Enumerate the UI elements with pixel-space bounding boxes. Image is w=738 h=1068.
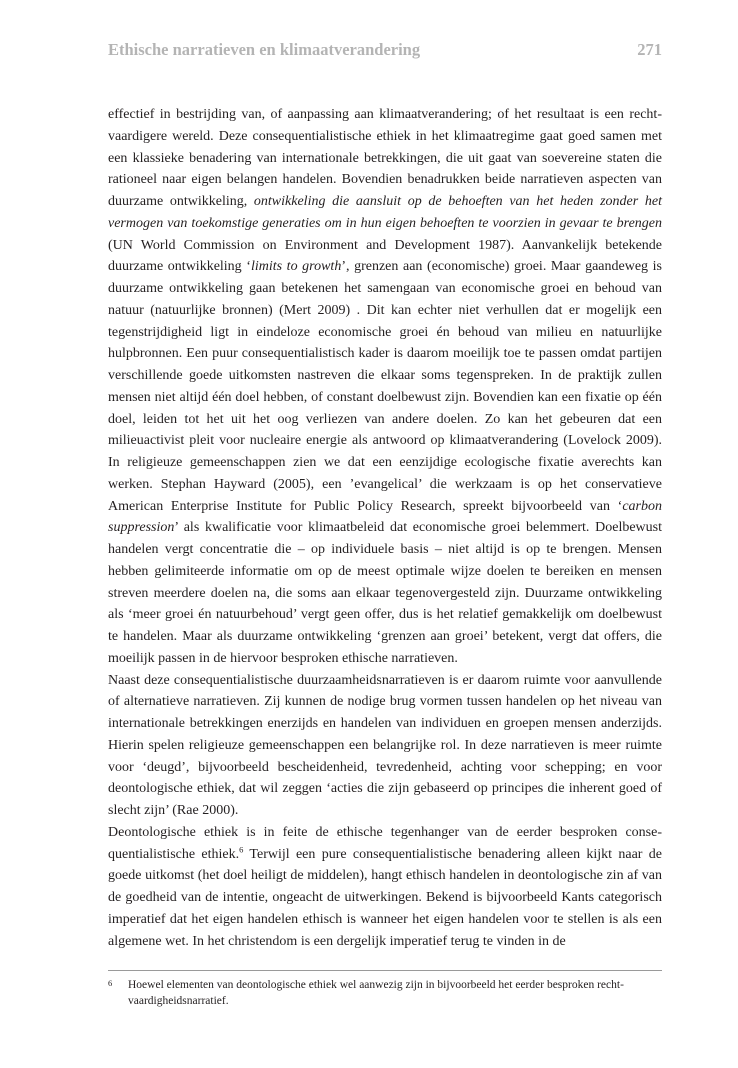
text-run: ’ als kwalificatie voor klimaatbeleid dat economische groei belemmert. Doelbewust handelen vergt concentratie die – op individuele basis – niet altijd is op te brengen. Mensen hebben gelimiteerde informatie om op de meest optimale wijze doelen te bereiken en mensen streven meerdere doelen na, die soms aan elkaar tegenovergesteld zijn. Duurzame ontwikkeling als ‘meer groei én natuurbehoud’ vergt geen offer, dus is het relatief gemakkelijk om doelbewust te handelen. Maar als duurzame ontwikkeling ‘grenzen aan groei’ betekent, vergt dat offers, die moeilijk passen in de hiervoor besproken ethische narratieven. bbox=[108, 520, 662, 666]
footnote bbox=[108, 977, 662, 1009]
running-title: Ethische narratieven en klimaatverandering bbox=[108, 40, 421, 59]
text-run: Terwijl een pure consequentialistische benadering alleen kijkt naar de goede uitkomst (het doel heiligt de middelen), hangt ethisch handelen in deontologische zin af van de goedheid van de intentie, ongeacht de uitwerkingen. Bekend is bijvoorbeeld Kants categorisch imperatief dat het eigen handelen ethisch is wanneer het eigen handelen voor te stellen is als een algemene wet. In het christendom is een dergelijk imperatief terug te vinden in de bbox=[108, 846, 662, 949]
paragraph-2 bbox=[108, 670, 662, 822]
body-text bbox=[108, 104, 662, 952]
footnote-reference: 6 bbox=[239, 843, 244, 854]
text-run: ’, grenzen aan (economische) groei. Maar gaandeweg is duurzame ontwikkeling gaan betekenen het samengaan van economische groei en behoud van natuur (natuurlijke bronnen) (Mert 2009) . Dit kan echter niet verhullen dat er mogelijk een tegenstrijdigheid ligt in eindeloze economische groei én behoud van milieu en natuurlijke hulpbronnen. Een puur consequentialistisch kader is daarom moeilijk toe te passen omdat partijen verschillende goede uitkomsten nastreven die elkaar soms tegenspreken. In de praktijk zullen mensen niet altijd één doel hebben, of constant doelbewust zijn. Bovendien kan een fixatie op één doel, leiden tot het uit het oog verliezen van andere doelen. Zo kan het gebeuren dat een milieuactivist pleit voor nucleaire energie als antwoord op klimaatverandering (Lovelock 2009). In religieuze gemeenschappen zien we dat een eenzijdige ecologische fixatie averechts kan werken. Stephan Hayward (2005), een ’evangelical’ die werkzaam is op het conservatieve American Enterprise Institute for Public Policy Research, spreekt bijvoorbeeld van ‘ bbox=[108, 259, 662, 514]
text-run: (UN World Commission on Environment and Development 1987). Aanvankelijk betekende duurzame ontwikkeling ‘ bbox=[108, 237, 662, 275]
text-run: Deontologische ethiek is in feite de ethische tegenhanger van de eerder besproken consequentialistische ethiek. bbox=[108, 824, 662, 862]
footnote-divider bbox=[108, 970, 662, 971]
running-header bbox=[108, 40, 662, 60]
page-number: 271 bbox=[637, 40, 662, 59]
footnote-text: Hoewel elementen van deontologische ethiek wel aanwezig zijn in bijvoorbeeld het eerder besproken rechtvaardigheidsnarratief. bbox=[128, 979, 624, 1007]
paragraph-1 bbox=[108, 104, 662, 670]
footnote-number: 6 bbox=[108, 978, 113, 988]
italic-phrase: carbon suppression bbox=[108, 498, 662, 536]
text-run: effectief in bestrijding van, of aanpassing aan klimaatverandering; of het resultaat is een rechtvaardigere wereld. Deze consequentialistische ethiek in het klimaatregime gaat goed samen met een klassieke benadering van internationale betrekkingen, die uit gaat van soevereine staten die rationeel naar eigen belangen handelen. Bovendien benadrukken beide narratieven aspecten van duurzame ontwikkeling, bbox=[108, 107, 662, 209]
paragraph-3 bbox=[108, 822, 662, 953]
italic-phrase: ontwikkeling die aansluit op de behoeften van het heden zonder het vermogen van toekomstige generaties om in hun eigen behoeften te voorzien in gevaar te brengen bbox=[108, 194, 662, 231]
italic-phrase: limits to growth bbox=[250, 259, 342, 275]
text-run: Naast deze consequentialistische duurzaamheidsnarratieven is er daarom ruimte voor aanvullende of alternatieve narratieven. Zij kunnen de nodige brug vormen tussen handelen op het niveau van internationale betrekkingen enerzijds en handelen van individuen en groepen mensen anderzijds. Hierin spelen religieuze gemeenschappen een belangrijke rol. In deze narratieven is meer ruimte voor ‘deugd’, bijvoorbeeld bescheidenheid, tevredenheid, achting voor schepping; en voor deontologische ethiek, dat wil zeggen ‘acties die zijn gebaseerd op principes die inherent goed of slecht zijn’ (Rae 2000). bbox=[108, 672, 662, 818]
